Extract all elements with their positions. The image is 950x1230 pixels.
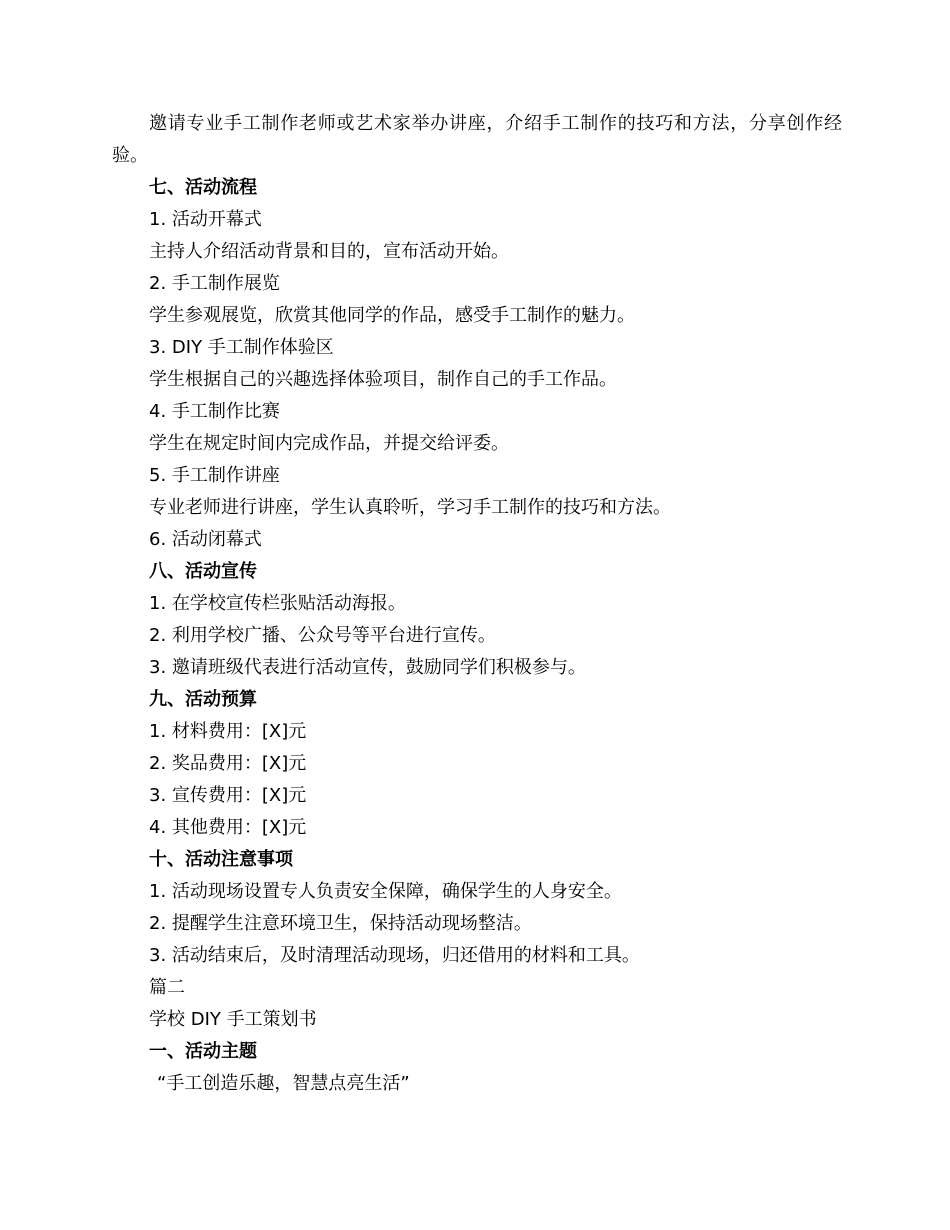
list-item: 学生在规定时间内完成作品，并提交给评委。 bbox=[149, 433, 509, 454]
list-item: 3. 邀请班级代表进行活动宣传，鼓励同学们积极参与。 bbox=[149, 657, 586, 678]
list-item: 5. 手工制作讲座 bbox=[149, 465, 280, 486]
list-item: 1. 材料费用：[X]元 bbox=[149, 721, 307, 742]
list-item: 1. 活动现场设置专人负责安全保障，确保学生的人身安全。 bbox=[149, 881, 622, 902]
section-heading-theme: 一、活动主题 bbox=[149, 1041, 257, 1062]
list-item: 专业老师进行讲座，学生认真聆听，学习手工制作的技巧和方法。 bbox=[149, 497, 671, 518]
list-item: 4. 其他费用：[X]元 bbox=[149, 817, 307, 838]
list-item: 4. 手工制作比赛 bbox=[149, 401, 280, 422]
theme-quote: “手工创造乐趣，智慧点亮生活” bbox=[157, 1073, 410, 1094]
section-heading-activity-flow: 七、活动流程 bbox=[149, 177, 257, 198]
list-item: 6. 活动闭幕式 bbox=[149, 529, 262, 550]
list-item: 2. 提醒学生注意环境卫生，保持活动现场整洁。 bbox=[149, 913, 532, 934]
list-item: 1. 活动开幕式 bbox=[149, 209, 262, 230]
list-item: 2. 手工制作展览 bbox=[149, 273, 280, 294]
document-body bbox=[112, 108, 842, 1100]
part-label: 篇二 bbox=[149, 977, 185, 998]
list-item: 主持人介绍活动背景和目的，宣布活动开始。 bbox=[149, 241, 509, 262]
list-item: 学生根据自己的兴趣选择体验项目，制作自己的手工作品。 bbox=[149, 369, 617, 390]
list-item: 3. DIY 手工制作体验区 bbox=[149, 337, 334, 358]
intro-paragraph: 邀请专业手工制作老师或艺术家举办讲座，介绍手工制作的技巧和方法，分享创作经验。 bbox=[112, 113, 842, 166]
list-item: 3. 活动结束后，及时清理活动现场，归还借用的材料和工具。 bbox=[149, 945, 640, 966]
list-item: 学生参观展览，欣赏其他同学的作品，感受手工制作的魅力。 bbox=[149, 305, 635, 326]
list-item: 2. 利用学校广播、公众号等平台进行宣传。 bbox=[149, 625, 496, 646]
section-heading-promotion: 八、活动宣传 bbox=[149, 561, 257, 582]
list-item: 3. 宣传费用：[X]元 bbox=[149, 785, 307, 806]
list-item: 2. 奖品费用：[X]元 bbox=[149, 753, 307, 774]
document-title: 学校 DIY 手工策划书 bbox=[149, 1009, 317, 1030]
list-item: 1. 在学校宣传栏张贴活动海报。 bbox=[149, 593, 406, 614]
section-heading-notes: 十、活动注意事项 bbox=[149, 849, 293, 870]
section-heading-budget: 九、活动预算 bbox=[149, 689, 257, 710]
